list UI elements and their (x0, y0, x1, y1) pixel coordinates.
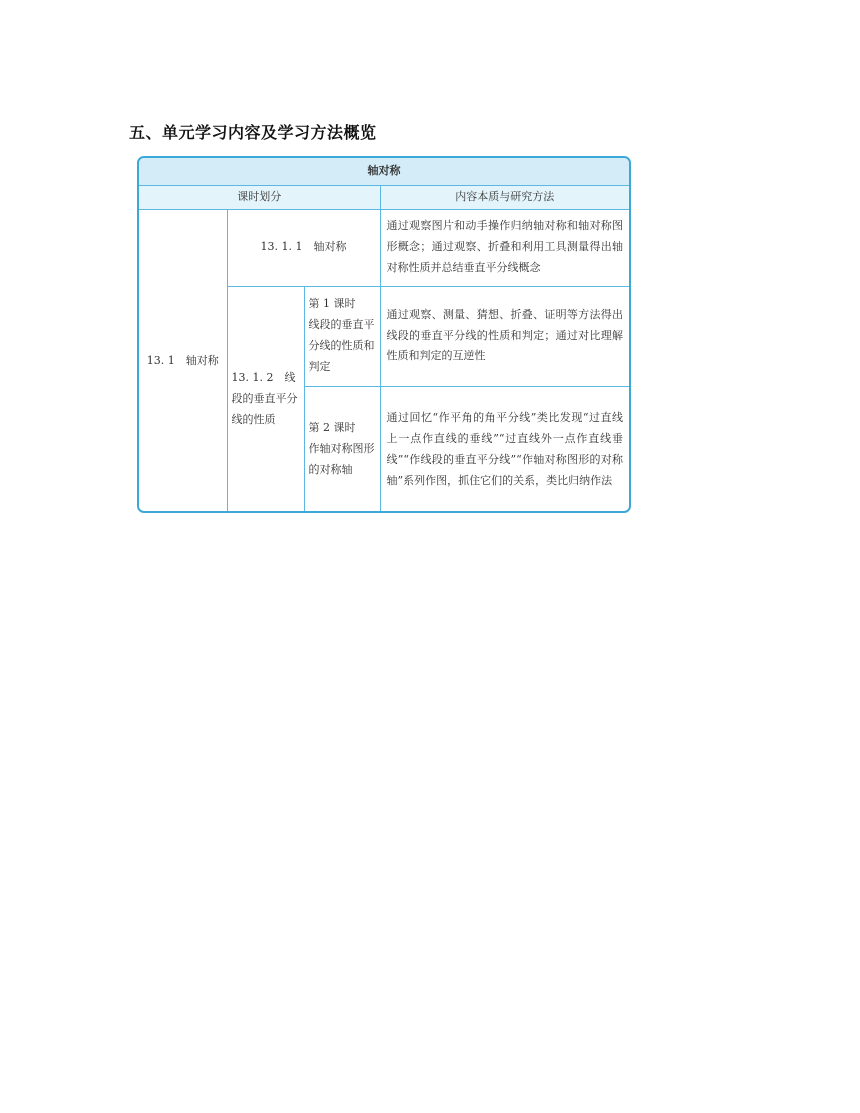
period-2-method: 通过回忆“作平角的角平分线”类比发现“过直线上一点作直线的垂线”“过直线外一点作直线垂线”“作线段的垂直平分线”“作轴对称图形的对称轴”系列作图，抓住它们的关系，类比归纳作法 (380, 386, 629, 513)
header-method: 内容本质与研究方法 (380, 185, 629, 209)
period-2-label: 第 2 课时 作轴对称图形的对称轴 (304, 386, 380, 513)
period-1-method: 通过观察、测量、猜想、折叠、证明等方法得出线段的垂直平分线的性质和判定；通过对比理解性质和判定的互逆性 (380, 286, 629, 386)
overview-table-grid (139, 158, 629, 513)
lesson-1-label: 13. 1. 1 轴对称 (227, 209, 380, 286)
header-division: 课时划分 (139, 185, 380, 209)
section-label: 13. 1 轴对称 (139, 209, 227, 513)
section-heading: 五、单元学习内容及学习方法概览 (129, 123, 377, 142)
lesson-2-label: 13. 1. 2 线段的垂直平分线的性质 (227, 286, 304, 513)
overview-table (137, 156, 631, 513)
period-1-label: 第 1 课时 线段的垂直平分线的性质和判定 (304, 286, 380, 386)
table-title: 轴对称 (139, 158, 629, 185)
lesson-1-method: 通过观察图片和动手操作归纳轴对称和轴对称图形概念；通过观察、折叠和利用工具测量得出轴对称性质并总结垂直平分线概念 (380, 209, 629, 286)
